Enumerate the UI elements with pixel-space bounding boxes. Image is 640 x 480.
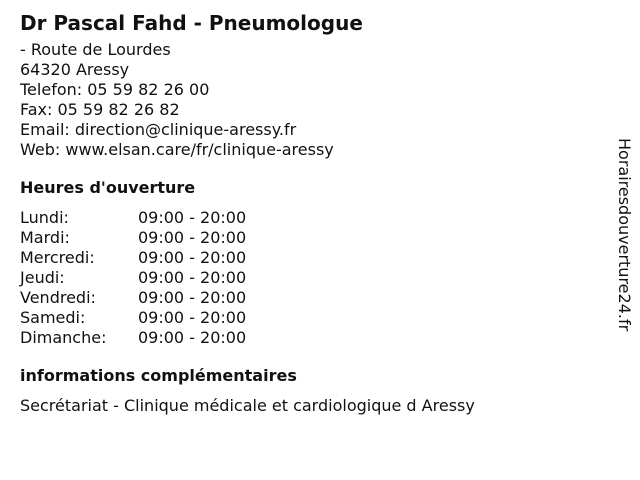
time-range: 09:00 - 20:00 xyxy=(138,208,247,227)
time-range: 09:00 - 20:00 xyxy=(138,228,247,247)
page-title: Dr Pascal Fahd - Pneumologue xyxy=(20,11,363,35)
doctor-info-card xyxy=(20,10,600,416)
day-label: Lundi: xyxy=(20,208,69,227)
time-range: 09:00 - 20:00 xyxy=(138,308,247,327)
day-label: Samedi: xyxy=(20,308,86,327)
opening-hours-heading: Heures d'ouverture xyxy=(20,178,196,197)
day-label: Dimanche: xyxy=(20,328,107,347)
day-label: Jeudi: xyxy=(20,268,65,287)
address-block xyxy=(20,40,600,160)
time-range: 09:00 - 20:00 xyxy=(138,328,247,347)
hours-row-tuesday xyxy=(20,228,600,248)
additional-info-heading: informations complémentaires xyxy=(20,366,297,385)
hours-row-monday xyxy=(20,208,600,228)
city-address: 64320 Aressy xyxy=(20,60,130,79)
fax-number: Fax: 05 59 82 26 82 xyxy=(20,100,180,119)
additional-info-text: Secrétariat - Clinique médicale et cardiologique d Aressy xyxy=(20,396,475,415)
time-range: 09:00 - 20:00 xyxy=(138,288,247,307)
time-range: 09:00 - 20:00 xyxy=(138,268,247,287)
day-label: Mercredi: xyxy=(20,248,95,267)
street-address: - Route de Lourdes xyxy=(20,40,171,59)
hours-row-sunday xyxy=(20,328,600,348)
phone-number[interactable]: Telefon: 05 59 82 26 00 xyxy=(20,80,210,99)
time-range: 09:00 - 20:00 xyxy=(138,248,247,267)
hours-row-thursday xyxy=(20,268,600,288)
day-label: Vendredi: xyxy=(20,288,96,307)
email-link[interactable]: Email: direction@clinique-aressy.fr xyxy=(20,120,297,139)
website-link[interactable]: Web: www.elsan.care/fr/clinique-aressy xyxy=(20,140,334,159)
hours-row-wednesday xyxy=(20,248,600,268)
site-watermark: Horairesdouverture24.fr xyxy=(615,138,634,332)
day-label: Mardi: xyxy=(20,228,70,247)
hours-row-saturday xyxy=(20,308,600,328)
hours-row-friday xyxy=(20,288,600,308)
opening-hours-table xyxy=(20,208,600,348)
